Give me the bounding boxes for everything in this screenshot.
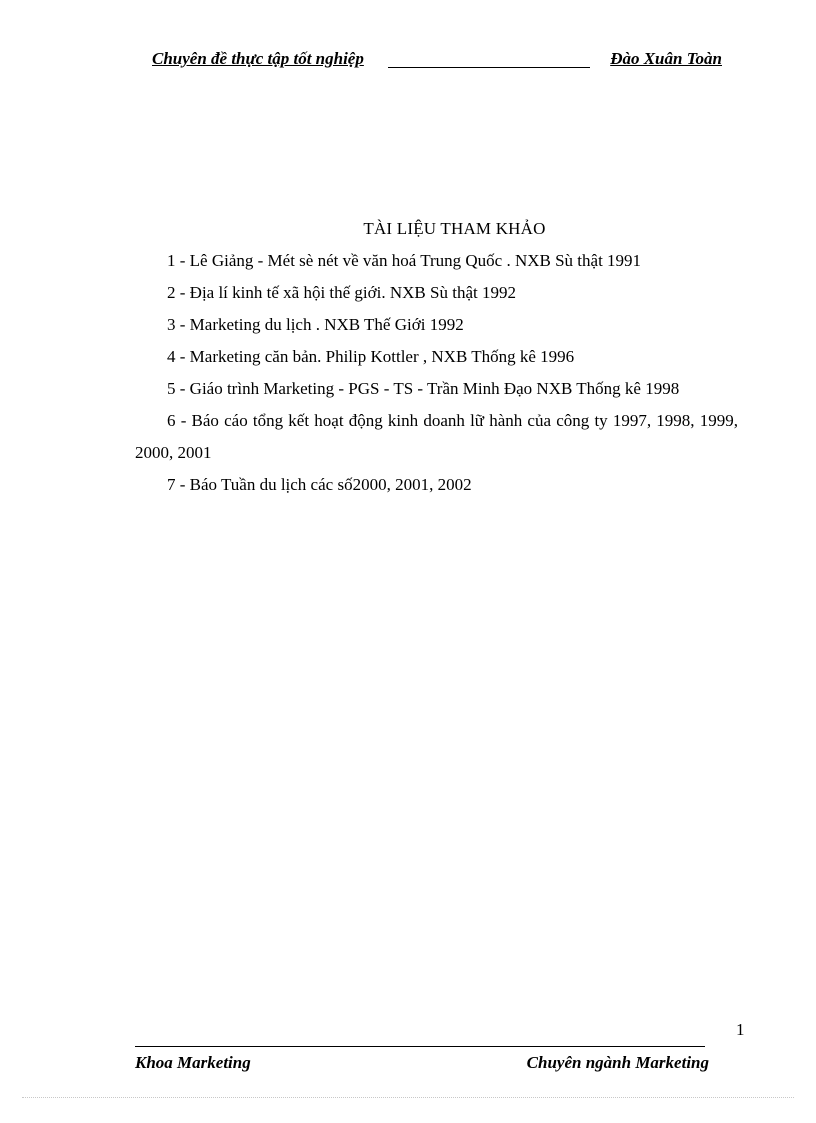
reference-item-5: 5 - Giáo trình Marketing - PGS - TS - Trần Minh Đạo NXB Thống kê 1998 [167, 379, 680, 398]
reference-item-3: 3 - Marketing du lịch . NXB Thế Giới 1992 [167, 315, 464, 334]
reference-item-4: 4 - Marketing căn bản. Philip Kottler , NXB Thống kê 1996 [167, 347, 575, 366]
header-underline [388, 67, 590, 68]
reference-item-7: 7 - Báo Tuần du lịch các số2000, 2001, 2002 [167, 475, 472, 494]
main-content [135, 213, 738, 501]
header-author-name: Đào Xuân Toàn [610, 49, 722, 68]
reference-item-2: 2 - Địa lí kinh tế xã hội thế giới. NXB Sù thật 1992 [167, 283, 516, 302]
reference-item-6: 6 - Báo cáo tổng kết hoạt động kinh doanh lữ hành của công ty 1997, 1998, 1999, 2000, 2001 [135, 411, 738, 462]
page-footer [135, 1053, 709, 1077]
footer-major: Chuyên ngành Marketing [526, 1053, 709, 1072]
page-number: 1 [736, 1020, 745, 1039]
header-document-title: Chuyên đề thực tập tốt nghiệp [152, 49, 364, 68]
reference-item-1: 1 - Lê Giảng - Mét sè nét về văn hoá Trung Quốc . NXB Sù thật 1991 [167, 251, 642, 270]
page-header [152, 49, 722, 71]
reference-list [135, 245, 738, 501]
footer-department: Khoa Marketing [135, 1053, 251, 1072]
references-title: TÀI LIỆU THAM KHẢO [363, 219, 546, 238]
page-bottom-edge [22, 1097, 794, 1098]
footer-divider [135, 1046, 705, 1047]
